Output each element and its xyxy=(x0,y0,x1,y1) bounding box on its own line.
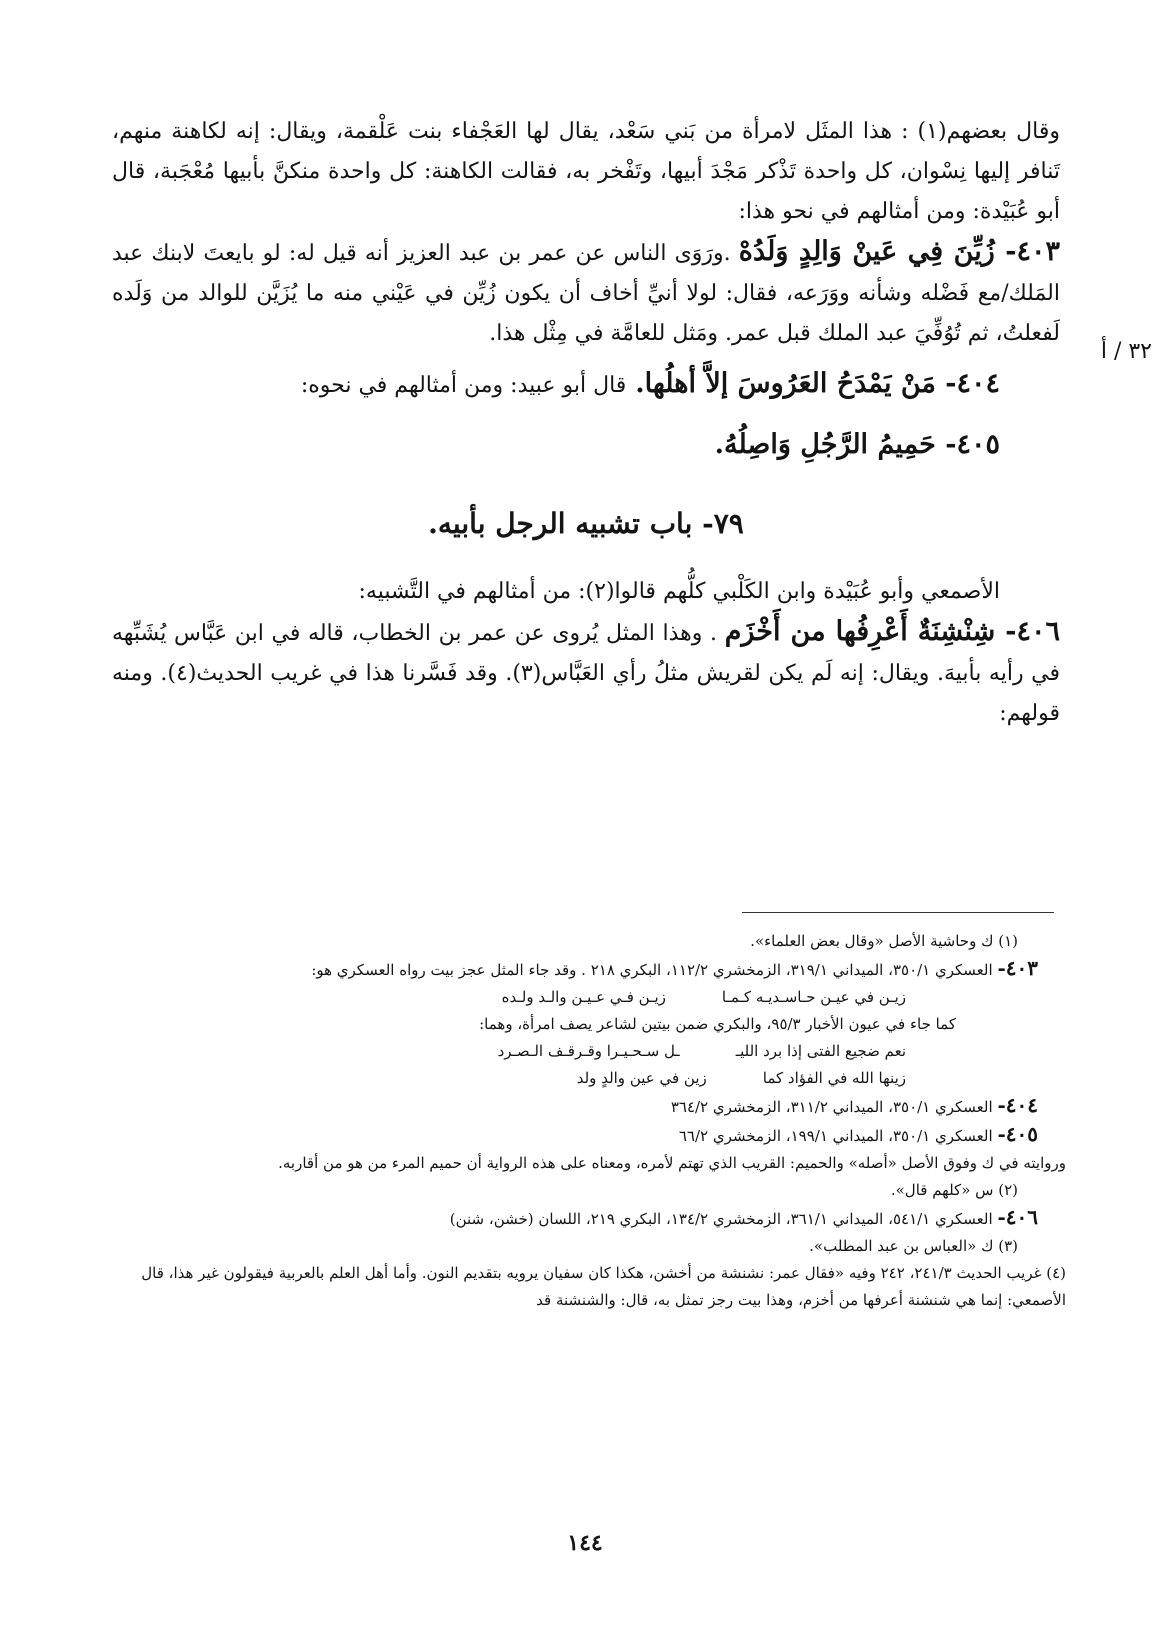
note-403-text: العسكري ٣٥٠/١، الميداني ٣١٩/١، الزمخشري ١١٢/٢، البكري ٢١٨ . وقد جاء المثل عجز بيت رواه العسكري هو: xyxy=(311,961,993,979)
verse-3-second-hemistich: زين في عين والدٍ ولد xyxy=(576,1069,707,1087)
proverb-406-title: ٤٠٦- شِنْشِنَةٌ أَعْرِفُها من أَخْزَم xyxy=(724,616,1060,647)
note-406-number: ٤٠٦- xyxy=(997,1205,1038,1229)
proverb-404-title: ٤٠٤- مَنْ يَمْدَحُ العَرُوسَ إلاَّ أهلُها. xyxy=(635,368,1000,399)
paragraph-intro: وقال بعضهم(١) : هذا المثَل لامرأة من بَني سَعْد، يقال لها العَجْفاء بنت عَلْقمة، ويقال: إنه لكاهنة منهم، تَنافر إليها نِسْوان، كل واحدة تَذْكر مَجْدَ أبيها، وتَفْخر به، فقالت الكاهنة: كل واحدة منكنَّ بأبيها مُعْجَبة، قال أبو عُبَيْدة: ومن أمثالهم في نحو هذا: xyxy=(112,119,1060,224)
proverb-403-title: ٤٠٣- زُيِّنَ فِي عَينْ وَالِدٍ وَلَدُهْ xyxy=(738,236,1060,267)
akhbar-line: كما جاء في عيون الأخبار ٩٥/٣، والبكري ضمن بيتين لشاعر يصف امرأة، وهما: xyxy=(479,1015,956,1033)
verse-2-second-hemistich: ـل سـحـيـرا وقـرقـف الـصـرد xyxy=(497,1042,680,1060)
chapter-heading: ٧٩- باب تشبيه الرجل بأبيه. xyxy=(428,507,744,540)
proverb-405-title: ٤٠٥- حَمِيمُ الرَّجُلِ وَاصِلُهُ. xyxy=(714,429,1000,460)
footnote-2: (٢) س «كلهم قال». xyxy=(890,1181,1018,1199)
note-405 xyxy=(88,1121,1038,1150)
note-403-number: ٤٠٣- xyxy=(997,956,1038,980)
note-404-text: العسكري ٣٥٠/١، الميداني ٣١١/٢، الزمخشري ٣٦٤/٢ xyxy=(670,1098,993,1116)
proverb-403-text: .ورَوَى الناس عن عمر بن عبد العزيز أنه قيل له: لو بايعتَ لابنك عبد المَلك/مع فَضْله وشأنه ووَرَعه، فقال: لولا أنيِّ أخاف أن يكون زُيِّن في عَيْني منه ما يُزَيَّن للوالد من وَلَده لَفعلتُ، ثم تُوُفِّيَ عبد الملك قبل عمر. ومَثل للعامَّة في مِثْل هذا. xyxy=(112,241,1060,346)
footnote-1: (١) ك وحاشية الأصل «وقال بعض العلماء». xyxy=(750,932,1018,950)
proverb-405 xyxy=(112,415,1000,474)
proverb-406-text: . وهذا المثل يُروى عن عمر بن الخطاب، قاله في ابن عَبَّاس يُشَبِّهه في رأيه بأبيهَ. ويقال: إنه لَم يكن لقريش مثلُ رأي العَبَّاس(٣). وقد فَسَّرنا هذا في غريب الحديث(٤). ومنه قولهم: xyxy=(112,621,1060,726)
verse-1-first-hemistich: زيـن في عيـن حـاسـديـه كـمـا xyxy=(721,988,906,1006)
proverb-403 xyxy=(112,232,1060,354)
verse-3 xyxy=(88,1065,906,1092)
footnotes xyxy=(88,928,1066,1314)
main-text xyxy=(112,112,1060,734)
footnote-4: (٤) غريب الحديث ٢٤١/٣، ٢٤٢ وفيه «فقال عمر: نشنشة من أخشن، هكذا كان سفيان يرويه بتقديم النون. وأما أهل العلم بالعربية فيقولون غير هذا، قال الأصمعي: إنما هي شنشنة أعرفها من أخزم، وهذا بيت رجز تمثل به، قال: والشنشنة قد xyxy=(141,1264,1066,1309)
chapter-intro: الأصمعي وأبو عُبَيْدة وابن الكَلْبي كلُّهم قالوا(٢): من أمثالهم في التَّشبيه: xyxy=(358,579,1000,604)
page-number: ١٤٤ xyxy=(567,1530,603,1556)
verse-2-first-hemistich: نعم ضجيع الفتى إذا برد الليـ xyxy=(735,1042,906,1060)
note-404 xyxy=(88,1092,1038,1121)
verse-3-first-hemistich: زينها الله في الفؤاد كما xyxy=(762,1069,906,1087)
proverb-404 xyxy=(112,354,1000,415)
note-405-number: ٤٠٥- xyxy=(997,1122,1038,1146)
verse-1-second-hemistich: زيـن فـي عـيـن والـد ولـده xyxy=(501,988,666,1006)
note-406-text: العسكري ٥٤١/١، الميداني ٣٦١/١، الزمخشري ١٣٤/٢، البكري ٢١٩، اللسان (خشن، شنن) xyxy=(449,1210,993,1228)
verse-2 xyxy=(88,1038,906,1065)
note-405-text: العسكري ٣٥٠/١، الميداني ١٩٩/١، الزمخشري ٦٦/٢ xyxy=(678,1127,993,1145)
verse-1 xyxy=(88,984,906,1011)
note-406 xyxy=(88,1204,1038,1233)
footnote-divider xyxy=(742,912,1054,913)
proverb-404-text: قال أبو عبيد: ومن أمثالهم في نحوه: xyxy=(300,373,627,398)
note-403 xyxy=(88,955,1038,984)
note-405-riwaya: وروايته في ك وفوق الأصل «أصله» والحميم: القريب الذي تهتم لأمره، ومعناه على هذه الرواية أن حميم المرء من هو من أقاربه. xyxy=(278,1154,1066,1172)
footnote-3: (٣) ك «العباس بن عبد المطلب». xyxy=(809,1237,1018,1255)
note-404-number: ٤٠٤- xyxy=(997,1093,1038,1117)
proverb-406 xyxy=(112,612,1060,734)
folio-margin-note: ٣٢ / أ xyxy=(1100,339,1152,364)
